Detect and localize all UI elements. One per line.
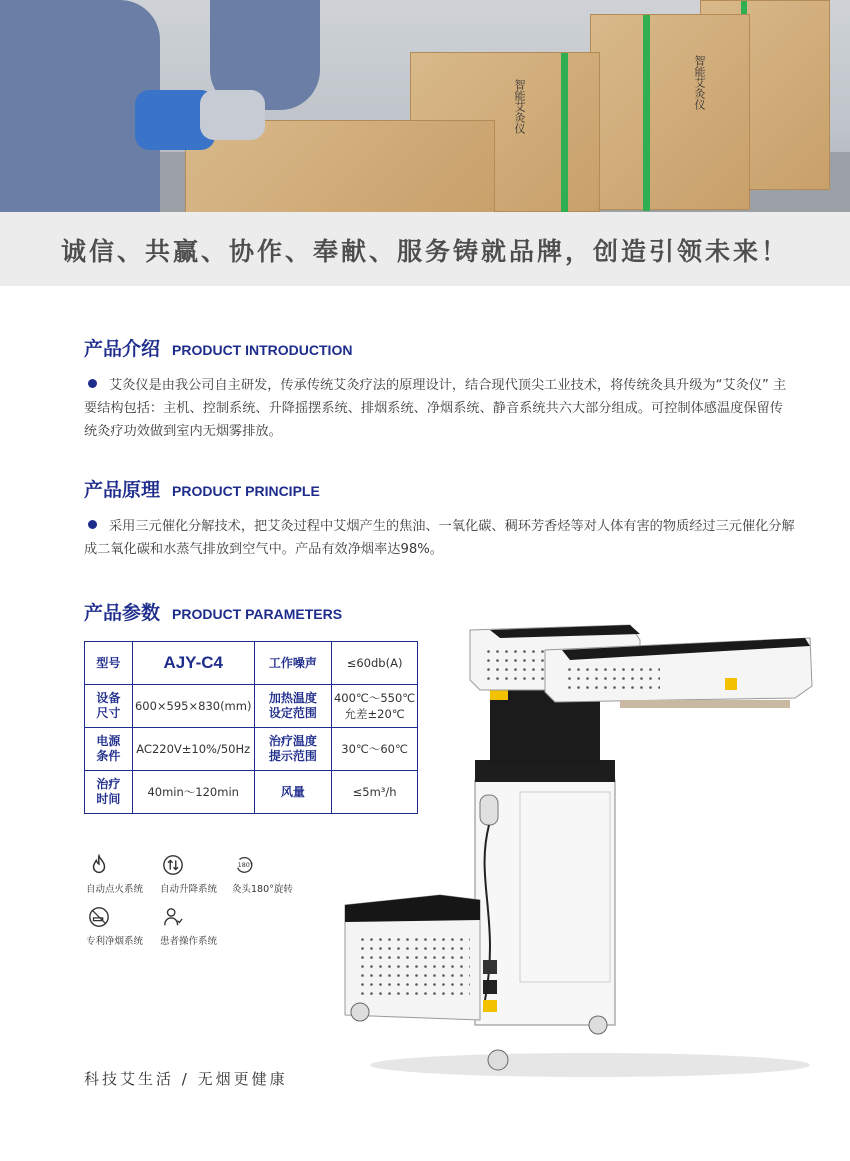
slogan-text: 诚信、共赢、协作、奉献、服务铸就品牌，创造引领未来！ (60, 237, 789, 266)
no-smoke-icon (88, 906, 110, 928)
flame-icon (88, 854, 110, 876)
feature-label: 自动升降系统 (160, 884, 218, 895)
cardboard-box: 智能艾灸仪 (590, 14, 750, 210)
introduction-title-cn: 产品介绍 (84, 338, 161, 360)
feature-label: 专利净烟系统 (86, 936, 144, 947)
param-label: 治疗温度 提示范围 (254, 728, 332, 771)
param-label: 加热温度 设定范围 (254, 685, 332, 728)
introduction-text: 艾灸仪是由我公司自主研发，传承传统艾灸疗法的原理设计，结合现代顶尖工业技术，将传统灸具升级为“艾灸仪” 主要结构包括：主机、控制系统、升降摇摆系统、排烟系统、净烟系统、静音系统共六大部分组成。可控制体感温度保留传统灸疗功效做到室内无烟雾排放。 (84, 378, 787, 439)
feature-patient-operation (160, 906, 217, 947)
feature-auto-ignition (86, 854, 143, 895)
feature-label: 自动点火系统 (86, 884, 144, 895)
introduction-title-en: PRODUCT INTRODUCTION (172, 342, 353, 358)
param-value: 30℃～60℃ (332, 728, 418, 771)
feature-label: 患者操作系统 (160, 936, 218, 947)
feature-auto-lift (160, 854, 217, 895)
feature-smoke-purification (86, 906, 143, 947)
lift-arrows-icon (162, 854, 184, 876)
principle-text: 采用三元催化分解技术，把艾灸过程中艾烟产生的焦油、一氧化碳、稠环芳香烃等对人体有害的物质经过三元催化分解成二氧化碳和水蒸气排放到空气中。产品有效净烟率达98%。 (84, 519, 795, 557)
param-value: 40min～120min (132, 771, 254, 814)
param-value: AC220V±10%/50Hz (132, 728, 254, 771)
feature-rotate-180 (232, 854, 293, 895)
principle-title-en: PRODUCT PRINCIPLE (172, 483, 320, 499)
rotate-180-icon (234, 854, 256, 876)
hero-photo (0, 0, 850, 212)
model-value: AJY-C4 (132, 642, 254, 685)
device-illustration (340, 620, 820, 1080)
param-label: 风量 (254, 771, 332, 814)
param-value: ≤60db(A) (332, 642, 418, 685)
strapping-tool (200, 90, 265, 140)
param-label: 电源 条件 (85, 728, 133, 771)
feature-label: 灸头180°旋转 (232, 884, 293, 895)
footer-tagline: 科技艾生活 / 无烟更健康 (84, 1070, 288, 1088)
bullet-icon (88, 379, 97, 388)
bullet-icon (88, 520, 97, 529)
param-value: ≤5m³/h (332, 771, 418, 814)
svg-text:180°: 180° (237, 860, 254, 869)
patient-icon (162, 906, 184, 928)
param-label: 型号 (85, 642, 133, 685)
principle-heading (84, 475, 320, 502)
param-label: 工作噪声 (254, 642, 332, 685)
introduction-paragraph (84, 374, 796, 443)
param-value: 600×595×830(mm) (132, 685, 254, 728)
parameters-heading (84, 598, 342, 625)
param-value: 400℃～550℃ 允差±20℃ (332, 685, 418, 728)
principle-paragraph (84, 515, 796, 561)
principle-title-cn: 产品原理 (84, 479, 161, 501)
parameters-title-en: PRODUCT PARAMETERS (172, 606, 343, 622)
param-label: 设备 尺寸 (85, 685, 133, 728)
parameters-title-cn: 产品参数 (84, 602, 161, 624)
param-label: 治疗 时间 (85, 771, 133, 814)
introduction-heading (84, 334, 352, 361)
cardboard-box: 智能艾灸仪 (410, 52, 600, 212)
